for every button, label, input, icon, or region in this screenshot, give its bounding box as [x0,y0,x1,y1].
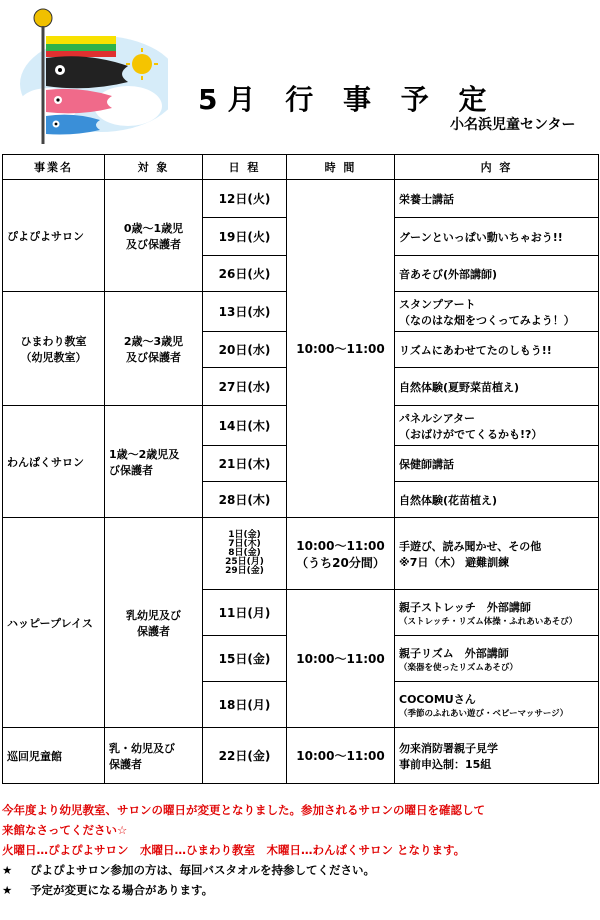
event-time: 10:00～11:00 [287,728,395,784]
event-time: 10:00～11:00 [287,180,395,518]
note-towel [2,860,596,880]
event-content: 自然体験(夏野菜苗植え) [395,368,599,406]
event-content: 音あそび(外部講師) [395,256,599,292]
event-date: 21日(木) [203,446,287,482]
header-time: 時 間 [287,155,395,180]
header-event: 事業名 [3,155,105,180]
event-content: 勿来消防署親子見学 事前申込制：15組 [395,728,599,784]
table-row [3,518,599,590]
event-name: わんぱくサロン [3,406,105,518]
event-target: 1歳～2歳児及 び保護者 [105,406,203,518]
notice-red-line-1: 今年度より幼児教室、サロンの曜日が変更となりました。参加されるサロンの曜日を確認して [2,803,485,817]
event-date: 27日(水) [203,368,287,406]
event-date: 12日(火) [203,180,287,218]
table-row [3,180,599,218]
event-date: 26日(火) [203,256,287,292]
event-content: COCOMUさん （季節のふれあい遊び・ベビーマッサージ） [395,682,599,728]
page-title: 5月 行 事 予 定 [198,83,497,116]
notice-red-line-3: 火曜日…ぴよぴよサロン 水曜日…ひまわり教室 木曜日…わんぱくサロン となります。 [2,843,466,857]
notes-section [2,800,596,900]
star-icon: ★ [2,883,13,897]
event-date: 14日(木) [203,406,287,446]
event-date: 13日(水) [203,292,287,332]
event-target: 0歳～1歳児 及び保護者 [105,180,203,292]
event-name: ハッピープレイス [3,518,105,728]
event-content: リズムにあわせてたのしもう!! [395,332,599,368]
note-text: ぴよぴよサロン参加の方は、毎回バスタオルを持参してください。 [30,863,375,877]
note-change [2,880,596,900]
event-date: 22日(金) [203,728,287,784]
event-content: スタンプアート （なのはな畑をつくってみよう！） [395,292,599,332]
event-target: 乳・幼児及び 保護者 [105,728,203,784]
event-content: 保健師講話 [395,446,599,482]
event-content: 親子ストレッチ 外部講師 （ストレッチ・リズム体操・ふれあいあそび） [395,590,599,636]
event-time: 10:00～11:00 （うち20分間） [287,518,395,590]
table-header-row [3,155,599,180]
event-target: 乳幼児及び 保護者 [105,518,203,728]
event-name: ひまわり教室 （幼児教室） [3,292,105,406]
event-content: 栄養士講話 [395,180,599,218]
event-content: パネルシアター （おばけがでてくるかも!?） [395,406,599,446]
event-content: グーンといっぱい動いちゃおう!! [395,218,599,256]
event-content: 自然体験(花苗植え) [395,482,599,518]
event-target: 2歳～3歳児 及び保護者 [105,292,203,406]
event-date: 28日(木) [203,482,287,518]
notice-red-line-2: 来館なさってください☆ [2,823,128,837]
event-date: 20日(水) [203,332,287,368]
event-content: 親子リズム 外部講師 （楽器を使ったリズムあそび） [395,636,599,682]
event-name: ぴよぴよサロン [3,180,105,292]
header-date: 日 程 [203,155,287,180]
event-date: 15日(金) [203,636,287,682]
event-date: 19日(火) [203,218,287,256]
event-content: 手遊び、読み聞かせ、その他 ※7日（木） 避難訓練 [395,518,599,590]
event-date: 18日(月) [203,682,287,728]
organization-name: 小名浜児童センター [450,117,576,133]
koinobori-illustration [8,6,168,144]
note-text: 予定が変更になる場合があります。 [30,883,214,897]
header-content: 内 容 [395,155,599,180]
event-date-list: 1日(金) 7日(木) 8日(金) 25日(月) 29日(金) [203,518,287,590]
event-name: 巡回児童館 [3,728,105,784]
header-target: 対 象 [105,155,203,180]
schedule-table [2,154,599,784]
event-time: 10:00～11:00 [287,590,395,728]
event-date: 11日(月) [203,590,287,636]
star-icon: ★ [2,863,13,877]
table-row [3,728,599,784]
